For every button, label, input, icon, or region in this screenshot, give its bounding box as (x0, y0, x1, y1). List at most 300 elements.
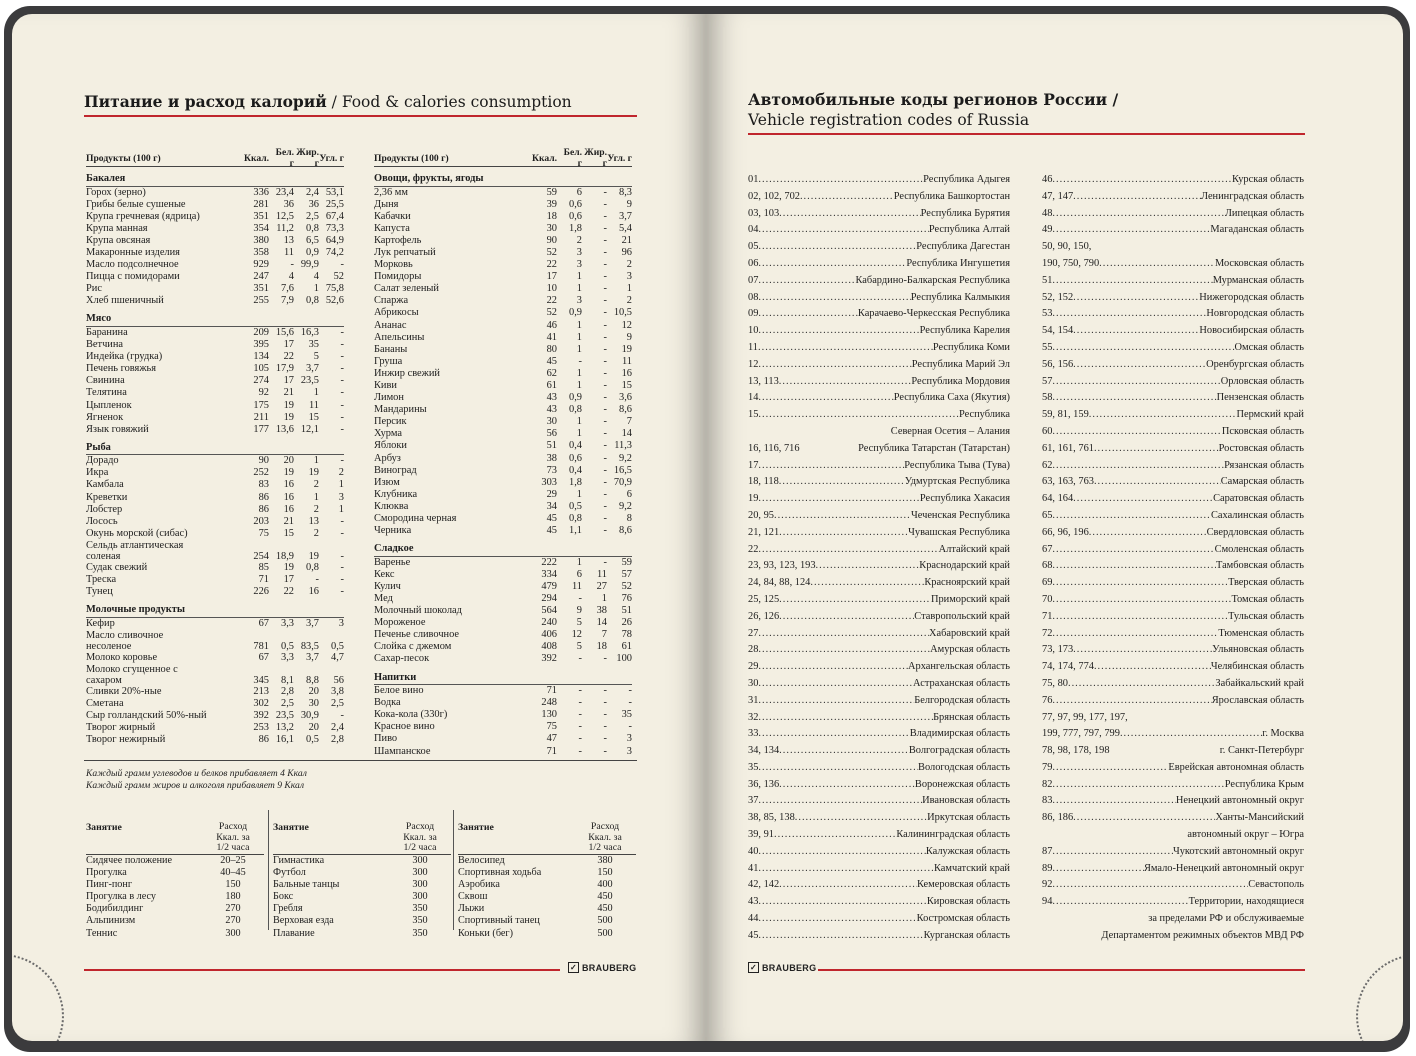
region-row (1042, 861, 1304, 878)
region-name: Забайкальский край (1215, 677, 1304, 689)
region-name: Брянская область (933, 711, 1010, 723)
activity-calories: 300 (412, 855, 428, 866)
region-code: 57 (1042, 375, 1053, 387)
product-value: 20 (308, 722, 319, 734)
dot-leader (758, 911, 916, 928)
table-row (86, 467, 344, 479)
region-row (748, 558, 1010, 575)
footnote-line: Каждый грамм углеводов и белков прибавляет 4 Ккал (86, 768, 307, 779)
dot-leader (1052, 877, 1248, 894)
product-value: 8,1 (281, 674, 294, 686)
product-value: 0,8 (306, 222, 319, 234)
product-value: - (578, 653, 582, 665)
product-value: 53,1 (325, 186, 344, 198)
product-value: 19 (621, 343, 632, 355)
table-row (374, 721, 632, 733)
product-value: 248 (541, 697, 557, 709)
region-row (1042, 609, 1304, 626)
region-code: 55 (1042, 341, 1053, 353)
product-value: 90 (546, 234, 557, 246)
product-value: 1 (313, 387, 319, 399)
dot-leader (1052, 609, 1228, 626)
product-value: - (603, 367, 607, 379)
category-heading: Бакалея (86, 173, 344, 187)
product-value: - (603, 685, 607, 697)
product-value: 929 (253, 259, 269, 271)
activity-name: Бокс (273, 891, 294, 903)
product-value: 3 (626, 733, 632, 745)
dot-leader (1073, 357, 1206, 374)
table-row (374, 356, 632, 368)
region-code: 63, 163, 763 (1042, 476, 1094, 488)
table-row (86, 734, 344, 746)
product-value: 8,8 (306, 674, 319, 686)
region-row (748, 374, 1010, 391)
product-name: Дорадо (86, 455, 119, 467)
activity-calories: 350 (412, 915, 428, 927)
product-name: Водка (374, 697, 401, 709)
product-value: 2,5 (281, 698, 294, 709)
region-row (1042, 693, 1304, 710)
table-row (374, 199, 632, 211)
dot-leader (810, 575, 924, 592)
title-ru: Автомобильные коды регионов России / (748, 90, 1119, 109)
product-value: 61 (621, 641, 632, 653)
product-value: 52 (546, 246, 557, 258)
product-value: - (603, 319, 607, 331)
region-name: Чувашская Республика (908, 526, 1010, 538)
dot-leader (1052, 575, 1228, 592)
title-rule (748, 133, 1305, 135)
product-value: 19 (308, 467, 319, 479)
activity-row (86, 879, 264, 891)
product-name: Арбуз (374, 452, 401, 464)
category-heading: Молочные продукты (86, 604, 344, 618)
activity-table-2 (273, 822, 451, 940)
region-code: 19 (748, 493, 759, 505)
product-name: Красное вино (374, 721, 435, 733)
table-row (374, 380, 632, 392)
product-value: 6 (576, 186, 582, 198)
activity-calories: 350 (412, 927, 428, 939)
table-row (86, 424, 344, 436)
product-name: Творог жирный (86, 722, 156, 734)
dot-leader (779, 206, 920, 223)
region-name: Республика Мордовия (911, 375, 1010, 387)
region-name: Республика Тыва (Тува) (904, 459, 1010, 471)
region-code: 39, 91 (748, 829, 774, 841)
product-value: 35 (308, 339, 319, 351)
product-value: 3 (576, 295, 582, 307)
table-row (86, 492, 344, 504)
region-row (748, 340, 1010, 357)
product-value: 3,7 (306, 651, 319, 663)
brand-logo (568, 962, 636, 973)
region-code: 18, 118 (748, 476, 779, 488)
region-code: 66, 96, 196 (1042, 526, 1089, 538)
table-row (86, 375, 344, 387)
product-value: 222 (541, 556, 557, 568)
product-value: 105 (253, 363, 269, 375)
product-name: Клюква (374, 500, 409, 512)
region-row (1042, 206, 1304, 223)
product-value: - (603, 733, 607, 745)
region-row (748, 810, 1010, 827)
table-row (374, 477, 632, 489)
region-row (748, 609, 1010, 626)
dot-leader (1052, 558, 1216, 575)
product-value: 3 (576, 259, 582, 271)
product-value: 18 (596, 641, 607, 653)
region-row (1042, 928, 1304, 945)
product-value: 1 (576, 271, 582, 283)
product-name: Тунец (86, 586, 113, 598)
dot-leader (758, 340, 933, 357)
product-name: Сметана (86, 698, 124, 709)
product-name: Рис (86, 283, 102, 295)
table-row (86, 528, 344, 540)
product-value: 564 (541, 605, 557, 617)
product-value: 1,1 (569, 525, 582, 537)
product-value: 67,4 (325, 210, 344, 222)
product-value: 392 (253, 710, 269, 722)
product-value: - (340, 423, 344, 435)
right-page-title (748, 89, 1118, 131)
product-name: Абрикосы (374, 307, 419, 319)
dot-leader (1073, 491, 1213, 508)
footnote-line: Каждый грамм жиров и алкоголя прибавляет 9 Ккал (86, 780, 305, 791)
dot-leader (758, 491, 919, 508)
activity-calories: 300 (412, 879, 428, 891)
region-row (748, 676, 1010, 693)
table-row (374, 307, 632, 319)
region-code: 14 (748, 392, 759, 404)
product-name: Спаржа (374, 295, 409, 307)
dot-leader (779, 743, 909, 760)
activity-row (273, 903, 451, 915)
activity-name: Коньки (бег) (458, 927, 513, 939)
product-value: 0,9 (306, 246, 319, 258)
dot-leader (758, 458, 904, 475)
product-value: 3 (576, 246, 582, 258)
header-value: Угл. г (319, 152, 344, 164)
product-value: - (603, 186, 607, 198)
left-page-title (84, 92, 572, 111)
product-value: 16 (283, 503, 294, 515)
region-name: Республика Башкортостан (893, 190, 1010, 202)
table-row (374, 641, 632, 653)
product-value: 1 (338, 479, 344, 491)
dot-leader (1120, 726, 1262, 743)
region-name: Кемеровская область (917, 879, 1010, 891)
product-value: - (603, 464, 607, 476)
product-value: 2 (313, 479, 319, 491)
region-row (1042, 810, 1304, 827)
dot-leader (1099, 256, 1215, 273)
product-value: - (603, 331, 607, 343)
region-name: Пермский край (1236, 409, 1304, 421)
product-value: 64,9 (325, 234, 344, 246)
region-name: Территории, находящиеся (1188, 896, 1304, 908)
dot-leader (779, 592, 931, 609)
product-name: Картофель (374, 234, 422, 246)
region-code: 87 (1042, 845, 1053, 857)
region-code: 75, 80 (1042, 677, 1068, 689)
food-table-1 (86, 147, 344, 746)
product-value: - (340, 527, 344, 539)
product-value: 73 (546, 464, 557, 476)
product-value: 67 (258, 651, 269, 663)
region-row (748, 777, 1010, 794)
region-code: 52, 152 (1042, 291, 1074, 303)
product-name: Крупа гречневая (ядрица) (86, 210, 200, 222)
region-row (1042, 676, 1304, 693)
region-row (1042, 525, 1304, 542)
table-row (374, 344, 632, 356)
region-name: Тюменская область (1218, 627, 1304, 639)
product-value: 0,9 (569, 392, 582, 404)
product-value: 21 (283, 387, 294, 399)
product-value: 3,3 (281, 617, 294, 629)
activity-calories: 20–25 (220, 855, 246, 866)
product-value: 3,7 (306, 617, 319, 629)
product-value: 20 (308, 685, 319, 697)
dot-leader (758, 273, 855, 290)
product-value: - (603, 307, 607, 319)
table-row (86, 574, 344, 586)
region-row (748, 726, 1010, 743)
region-row (1042, 592, 1304, 609)
region-row (1042, 642, 1304, 659)
product-name: Масло сливочное несоленое (86, 629, 164, 652)
activity-header-label: Занятие (86, 822, 122, 833)
activity-name: Гребля (273, 903, 303, 915)
table-row (86, 247, 344, 259)
region-name: Ямало-Ненецкий автономный округ (1143, 862, 1304, 874)
region-code: 48 (1042, 207, 1053, 219)
region-name: Нижегородская область (1199, 291, 1304, 303)
region-row (748, 844, 1010, 861)
product-value: 351 (253, 210, 269, 222)
region-codes-column-2 (1042, 172, 1304, 945)
product-value: - (340, 351, 344, 363)
product-value: 2,4 (306, 186, 319, 198)
product-value: 781 (253, 640, 269, 652)
footnote (86, 768, 307, 792)
region-code: 43 (748, 896, 759, 908)
region-name: Кировская область (926, 896, 1010, 908)
product-value: 255 (253, 295, 269, 307)
product-value: 26 (621, 617, 632, 629)
product-value: 59 (546, 186, 557, 198)
region-name: Саратовская область (1213, 493, 1304, 505)
product-value: 226 (253, 586, 269, 598)
product-value: - (578, 745, 582, 757)
product-value: 11 (571, 580, 582, 592)
region-row (748, 306, 1010, 323)
dot-leader (1089, 407, 1237, 424)
product-value: 3,7 (306, 363, 319, 375)
region-name: Свердловская область (1206, 526, 1304, 538)
region-code: 79 (1042, 761, 1053, 773)
table-row (86, 504, 344, 516)
table-row (86, 351, 344, 363)
header-value: Бел. г (563, 147, 582, 169)
region-row (1042, 273, 1304, 290)
product-value: 0,8 (569, 513, 582, 525)
region-row (1042, 290, 1304, 307)
header-value: Бел. г (275, 147, 294, 169)
region-name: Липецкая область (1224, 207, 1304, 219)
region-row (1042, 726, 1304, 743)
product-value: 1 (576, 283, 582, 295)
dot-leader (1068, 676, 1215, 693)
header-product: Продукты (100 г) (86, 152, 161, 164)
region-row (1042, 222, 1304, 239)
product-value: 253 (253, 722, 269, 734)
product-name: Макаронные изделия (86, 246, 180, 258)
product-value: 1 (338, 503, 344, 515)
product-name: Капуста (374, 222, 410, 234)
product-value: - (603, 380, 607, 391)
product-name: Язык говяжий (86, 423, 149, 435)
table-row (86, 339, 344, 351)
product-value: - (603, 556, 607, 568)
product-value: 351 (253, 283, 269, 295)
activity-row (86, 891, 264, 903)
product-value: - (340, 561, 344, 573)
product-value: 8,3 (619, 186, 632, 198)
region-name: Департаментом режимных объектов МВД РФ (1101, 929, 1304, 941)
region-name: Костромская область (916, 913, 1010, 925)
region-name: Томская область (1231, 593, 1304, 605)
product-value: 86 (258, 503, 269, 515)
product-value: 43 (546, 404, 557, 416)
region-codes-column-1 (748, 172, 1010, 945)
region-row (1042, 743, 1304, 760)
activity-row (273, 879, 451, 891)
product-value: 19 (283, 561, 294, 573)
product-value: - (340, 574, 344, 586)
product-value: 12 (621, 319, 632, 331)
product-value: 27 (596, 580, 607, 592)
activity-name: Бальные танцы (273, 879, 340, 891)
region-code: 56, 156 (1042, 358, 1074, 370)
product-value: 85 (258, 561, 269, 573)
product-name: Печень говяжья (86, 363, 157, 375)
dot-leader (758, 659, 908, 676)
dot-leader (1052, 206, 1224, 223)
product-value: 10,5 (613, 307, 632, 319)
region-code: 33 (748, 728, 759, 740)
product-value: 75 (258, 527, 269, 539)
table-row (374, 295, 632, 307)
product-value: 0,6 (569, 452, 582, 464)
product-value: 73,3 (325, 222, 344, 234)
region-row (748, 508, 1010, 525)
region-code: 02, 102, 702 (748, 190, 800, 202)
activity-calories: 450 (597, 903, 613, 915)
product-value: 30 (308, 698, 319, 709)
product-value: 12,5 (275, 210, 294, 222)
dot-leader (1089, 525, 1207, 542)
activity-row (86, 928, 264, 940)
region-name: Волгоградская область (908, 745, 1010, 757)
product-value: 15 (621, 380, 632, 391)
product-name: Клубника (374, 488, 418, 500)
product-value: 0,8 (306, 561, 319, 573)
activity-row (458, 879, 636, 891)
product-name: Лимон (374, 392, 404, 404)
table-row (86, 455, 344, 467)
footer-rule (818, 969, 1305, 971)
dot-leader (779, 777, 915, 794)
dot-leader (1094, 441, 1219, 458)
region-name: Мурманская область (1212, 274, 1304, 286)
region-code: 89 (1042, 862, 1053, 874)
region-row (1042, 474, 1304, 491)
category-heading: Сладкое (374, 543, 632, 557)
region-code: 13, 113 (748, 375, 779, 387)
region-name: Республика Дагестан (916, 241, 1010, 253)
activity-calories: 450 (597, 891, 613, 903)
product-value: 336 (253, 186, 269, 198)
region-row (1042, 558, 1304, 575)
product-value: 9 (626, 198, 632, 210)
table-row (374, 501, 632, 513)
region-name: Тамбовская область (1215, 560, 1304, 572)
region-row (748, 525, 1010, 542)
region-name: Пензенская область (1216, 392, 1304, 404)
region-code: 82 (1042, 778, 1053, 790)
activity-name: Велосипед (458, 855, 505, 866)
region-code: 78, 98, 178, 198 (1042, 745, 1110, 757)
region-name: Чеченская Республика (910, 509, 1010, 521)
region-row (748, 407, 1010, 424)
dot-leader (758, 710, 933, 727)
region-code: 72 (1042, 627, 1053, 639)
dot-leader (779, 609, 914, 626)
region-row (748, 323, 1010, 340)
product-value: 3 (626, 745, 632, 757)
region-row (748, 172, 1010, 189)
region-code: 04 (748, 224, 759, 236)
activity-row (458, 928, 636, 940)
product-name: Баранина (86, 326, 128, 338)
region-name: Омская область (1234, 341, 1304, 353)
region-name: за пределами РФ и обслуживаемые (1148, 913, 1304, 925)
product-value: 395 (253, 339, 269, 351)
region-row (1042, 827, 1304, 844)
product-value: 8 (626, 513, 632, 525)
region-code: 38, 85, 138 (748, 812, 795, 824)
product-value: 9,2 (619, 500, 632, 512)
product-value: - (578, 593, 582, 604)
region-row (748, 273, 1010, 290)
table-row (86, 211, 344, 223)
product-value: 0,6 (569, 210, 582, 222)
product-name: 2,36 мм (374, 186, 408, 198)
product-name: Изюм (374, 476, 400, 488)
region-name: Оренбургская область (1206, 358, 1304, 370)
region-name: Тульская область (1228, 610, 1304, 622)
activity-calories: 150 (225, 879, 241, 891)
product-value: 13,2 (275, 722, 294, 734)
activity-row (458, 855, 636, 867)
dot-leader (758, 760, 918, 777)
region-code: 22 (748, 543, 759, 555)
product-value: 15,6 (275, 326, 294, 338)
